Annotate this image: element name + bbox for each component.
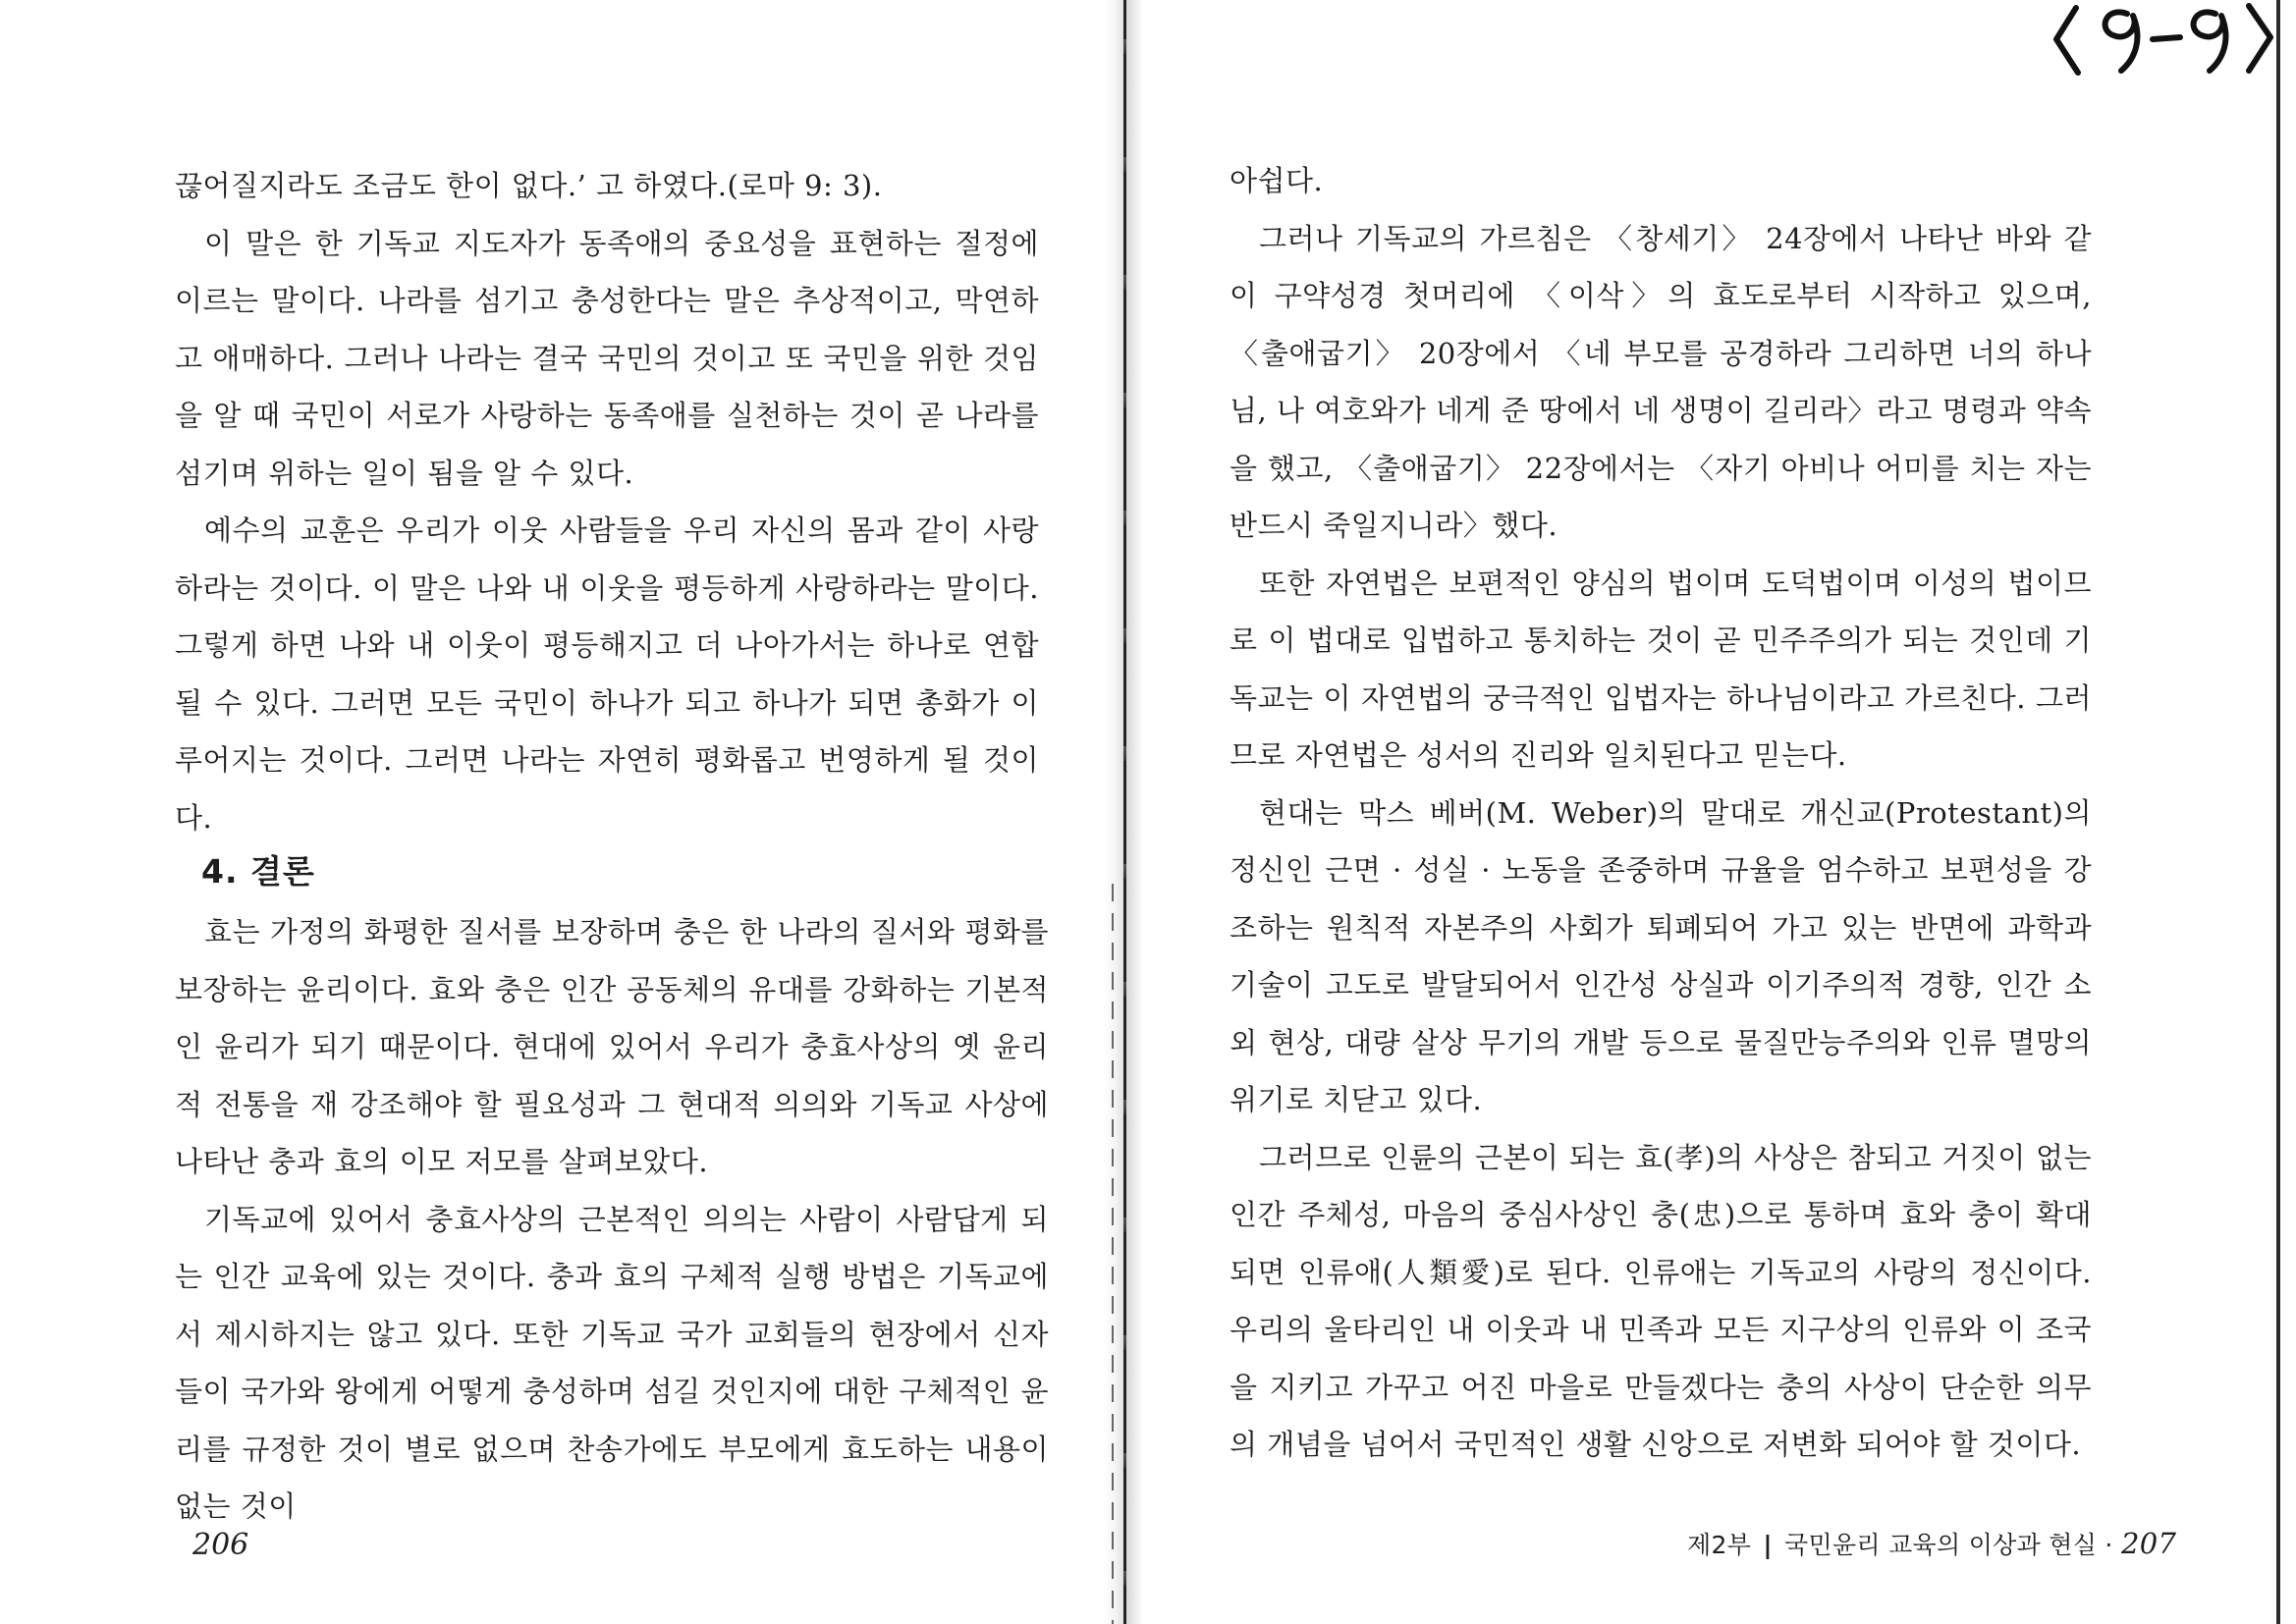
footer-separator: |	[1763, 1531, 1773, 1559]
gutter-shadow-line	[1123, 0, 1126, 1624]
left-page-top-text	[175, 157, 1039, 846]
handwritten-annotation	[2049, 0, 2276, 77]
paragraph: 끊어질지라도 조금도 한이 없다.’ 고 하였다.(로마 9: 3).	[175, 169, 883, 202]
paragraph: 효는 가정의 화평한 질서를 보장하며 충은 한 나라의 질서와 평화를 보장하는 윤리이다. 효와 충은 인간 공동체의 유대를 강화하는 기본적인 윤리가 되기 때문이다. 현대에 있어서 우리가 충효사상의 옛 윤리적 전통을 재 강조해야 할 필요성과 그 현대적 의의와 기독교 사상에 나타난 충과 효의 이모 저모를 살펴보았다.	[175, 915, 1049, 1178]
page-number: 207	[2120, 1527, 2177, 1560]
paragraph: 그러나 기독교의 가르침은 〈창세기〉 24장에서 나타난 바와 같이 구약성경 첫머리에 〈이삭〉의 효도로부터 시작하고 있으며, 〈출애굽기〉 20장에서 〈네 부모를 공경하라 그리하면 너의 하나님, 나 여호와가 네게 준 땅에서 네 생명이 길리라〉라고 명령과 약속을 했고, 〈출애굽기〉 22장에서는 〈자기 아비나 어미를 치는 자는 반드시 죽일지니라〉했다.	[1230, 221, 2092, 542]
page-number: 206	[192, 1528, 249, 1562]
paragraph: 현대는 막스 베버(M. Weber)의 말대로 개신교(Protestant)의 정신인 근면 · 성실 · 노동을 존중하며 규율을 엄수하고 보편성을 강조하는 원칙적 자본주의 사회가 퇴폐되어 가고 있는 반면에 과학과 기술이 고도로 발달되어서 인간성 상실과 이기주의적 경향, 인간 소외 현상, 대량 살상 무기의 개발 등으로 물질만능주의와 인류 멸망의 위기로 치닫고 있다.	[1230, 795, 2092, 1116]
paragraph: 예수의 교훈은 우리가 이웃 사람들을 우리 자신의 몸과 같이 사랑하라는 것이다. 이 말은 나와 내 이웃을 평등하게 사랑하라는 말이다. 그렇게 하면 나와 내 이웃이 평등해지고 더 나아가서는 하나로 연합될 수 있다. 그러면 모든 국민이 하나가 되고 하나가 되면 총화가 이루어지는 것이다. 그러면 나라는 자연히 평화롭고 번영하게 될 것이다.	[175, 514, 1039, 835]
running-footer	[1687, 1526, 2176, 1561]
footer-part: 제2부	[1687, 1531, 1752, 1559]
gutter-scan-artifact	[1112, 884, 1114, 1624]
paragraph: 기독교에 있어서 충효사상의 근본적인 의의는 사람이 사람답게 되는 인간 교육에 있는 것이다. 충과 효의 구체적 실행 방법은 기독교에서 제시하지는 않고 있다. 또한 기독교 국가 교회들의 현장에서 신자들이 국가와 왕에게 어떻게 충성하며 섬길 것인지에 대한 구체적인 윤리를 규정한 것이 별로 없으며 찬송가에도 부모에게 효도하는 내용이 없는 것이	[175, 1202, 1049, 1523]
paragraph: 아쉽다.	[1230, 164, 1324, 197]
footer-title: 국민윤리 교육의 이상과 현실 ·	[1784, 1531, 2113, 1559]
paragraph: 그러므로 인륜의 근본이 되는 효(孝)의 사상은 참되고 거짓이 없는 인간 주체성, 마음의 중심사상인 충(忠)으로 통하며 효와 충이 확대되면 인류애(人類愛)로 된다. 인류애는 기독교의 사랑의 정신이다. 우리의 울타리인 내 이웃과 내 민족과 모든 지구상의 인류와 이 조국을 지키고 가꾸고 어진 마을로 만들겠다는 충의 사상이 단순한 의무의 개념을 넘어서 국민적인 생활 신앙으로 저변화 되어야 할 것이다.	[1230, 1140, 2092, 1461]
paragraph: 또한 자연법은 보편적인 양심의 법이며 도덕법이며 이성의 법이므로 이 법대로 입법하고 통치하는 것이 곧 민주주의가 되는 것인데 기독교는 이 자연법의 궁극적인 입법자는 하나님이라고 가르친다. 그러므로 자연법은 성서의 진리와 일치된다고 믿는다.	[1230, 566, 2092, 772]
left-page-bottom-text	[175, 903, 1049, 1536]
section-heading: 4. 결론	[201, 852, 315, 891]
page-edge-line	[2276, 0, 2280, 1624]
paragraph: 이 말은 한 기독교 지도자가 동족애의 중요성을 표현하는 절정에 이르는 말이다. 나라를 섬기고 충성한다는 말은 추상적이고, 막연하고 애매하다. 그러나 나라는 결국 국민의 것이고 또 국민을 위한 것임을 알 때 국민이 서로가 사랑하는 동족애를 실천하는 것이 곧 나라를 섬기며 위하는 일이 됨을 알 수 있다.	[175, 226, 1039, 490]
right-page-text	[1230, 152, 2092, 1474]
